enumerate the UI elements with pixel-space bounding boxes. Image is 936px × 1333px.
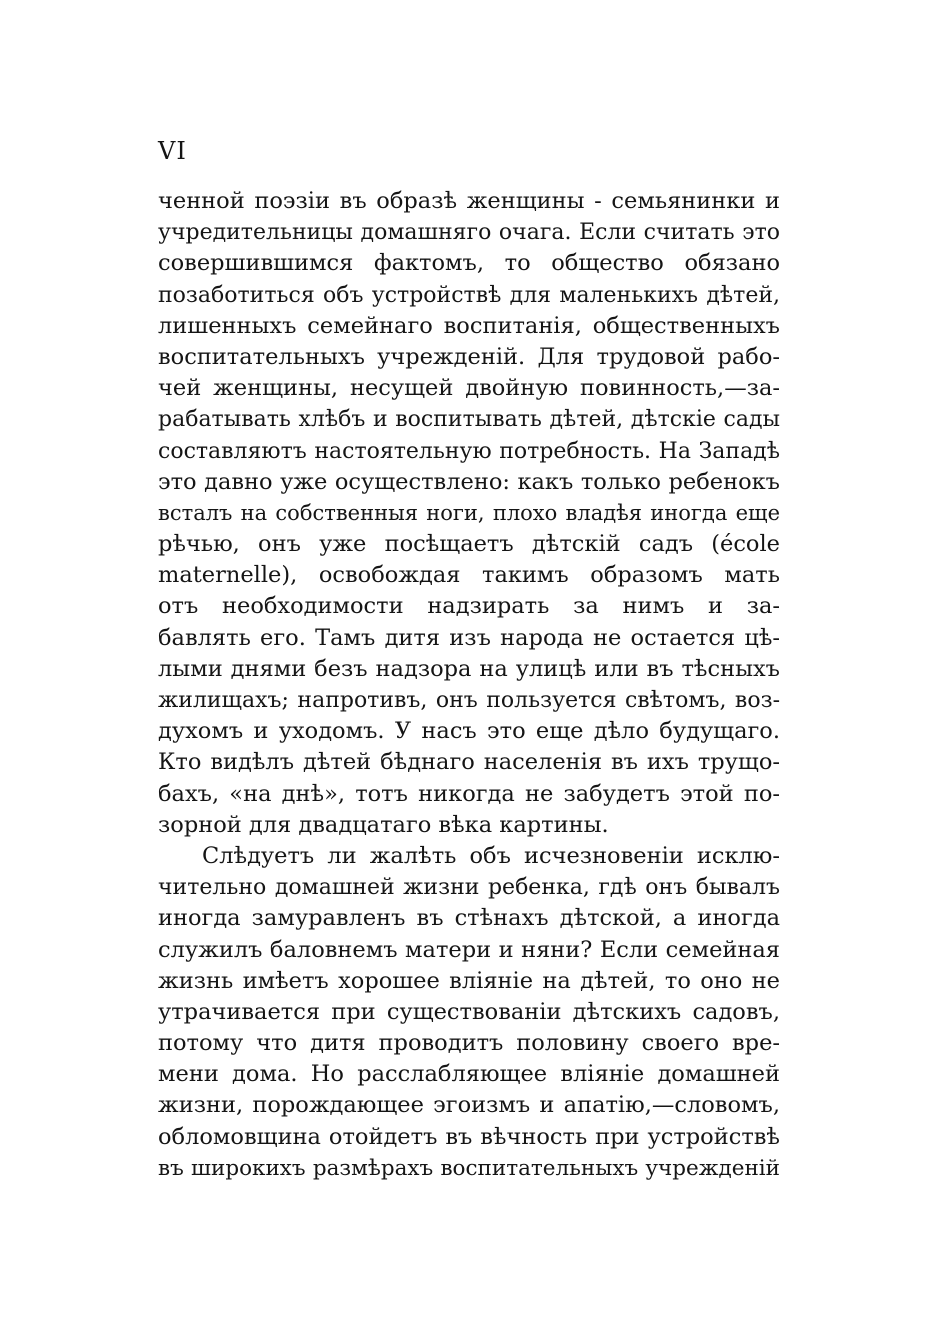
text-line: совершившимся фактомъ, то общество обязано: [158, 250, 780, 277]
text-line: жизни, порождающее эгоизмъ и апатію,—словомъ,: [158, 1092, 780, 1119]
text-line: Слѣдуетъ ли жалѣть объ исчезновеніи исклю-: [202, 842, 780, 869]
text-line: лишенныхъ семейнаго воспитанія, общественныхъ: [158, 312, 780, 339]
text-line: служилъ баловнемъ матери и няни? Если семейная: [158, 936, 780, 963]
text-line: рѣчью, онъ уже посѣщаетъ дѣтскій садъ (école: [158, 531, 780, 558]
text-line: отъ необходимости надзирать за нимъ и за-: [158, 593, 780, 620]
text-line: составляютъ настоятельную потребность. На Западѣ: [158, 438, 780, 464]
text-line: мени дома. Но расслабляющее вліяніе домашней: [158, 1061, 780, 1088]
text-line: учредительницы домашняго очага. Если считать это: [158, 220, 780, 246]
body-text: [158, 186, 780, 1184]
text-line: позаботиться объ устройствѣ для маленькихъ дѣтей,: [158, 282, 780, 308]
text-line: потому что дитя проводитъ половину своего вре-: [158, 1030, 780, 1057]
text-line: жилищахъ; напротивъ, онъ пользуется свѣтомъ, воз-: [158, 688, 780, 713]
text-line: это давно уже осуществлено: какъ только ребенокъ: [158, 468, 780, 495]
text-line: зорной для двадцатаго вѣка картины.: [158, 811, 609, 838]
text-line: рабатывать хлѣбъ и воспитывать дѣтей, дѣтскіе сады: [158, 407, 780, 433]
text-line: въ широкихъ размѣрахъ воспитательныхъ учрежденій: [158, 1155, 780, 1181]
text-line: духомъ и уходомъ. У насъ это еще дѣло будущаго.: [158, 718, 780, 745]
text-line: бавлять его. Тамъ дитя изъ народа не остается цѣ-: [158, 624, 780, 651]
text-line: воспитательныхъ учрежденій. Для трудовой рабо-: [158, 343, 780, 370]
paragraph-2: [158, 841, 780, 1184]
text-line: чей женщины, несущей двойную повинность,—за-: [158, 375, 780, 402]
text-line: обломовщина отойдетъ въ вѣчность при устройствѣ: [158, 1123, 780, 1150]
text-line: Кто видѣлъ дѣтей бѣднаго населенія въ ихъ трущо-: [158, 749, 780, 776]
page-number: VI: [158, 137, 187, 165]
text-line: ченной поэзіи въ образѣ женщины - семьянинки и: [158, 188, 780, 214]
text-line: всталъ на собственныя ноги, плохо владѣя иногда еще: [158, 500, 780, 525]
text-line: чительно домашней жизни ребенка, гдѣ онъ бывалъ: [158, 875, 780, 901]
paragraph-1: [158, 186, 780, 841]
text-line: лыми днями безъ надзора на улицѣ или въ тѣсныхъ: [158, 655, 780, 682]
text-line: жизнь имѣетъ хорошее вліяніе на дѣтей, то оно не: [158, 967, 780, 994]
text-line: иногда замуравленъ въ стѣнахъ дѣтской, а иногда: [158, 905, 780, 932]
text-line: утрачивается при существованіи дѣтскихъ садовъ,: [158, 998, 780, 1025]
text-line: бахъ, «на днѣ», тотъ никогда не забудетъ этой по-: [158, 780, 780, 807]
text-line: maternelle), освобождая такимъ образомъ мать: [158, 562, 780, 589]
